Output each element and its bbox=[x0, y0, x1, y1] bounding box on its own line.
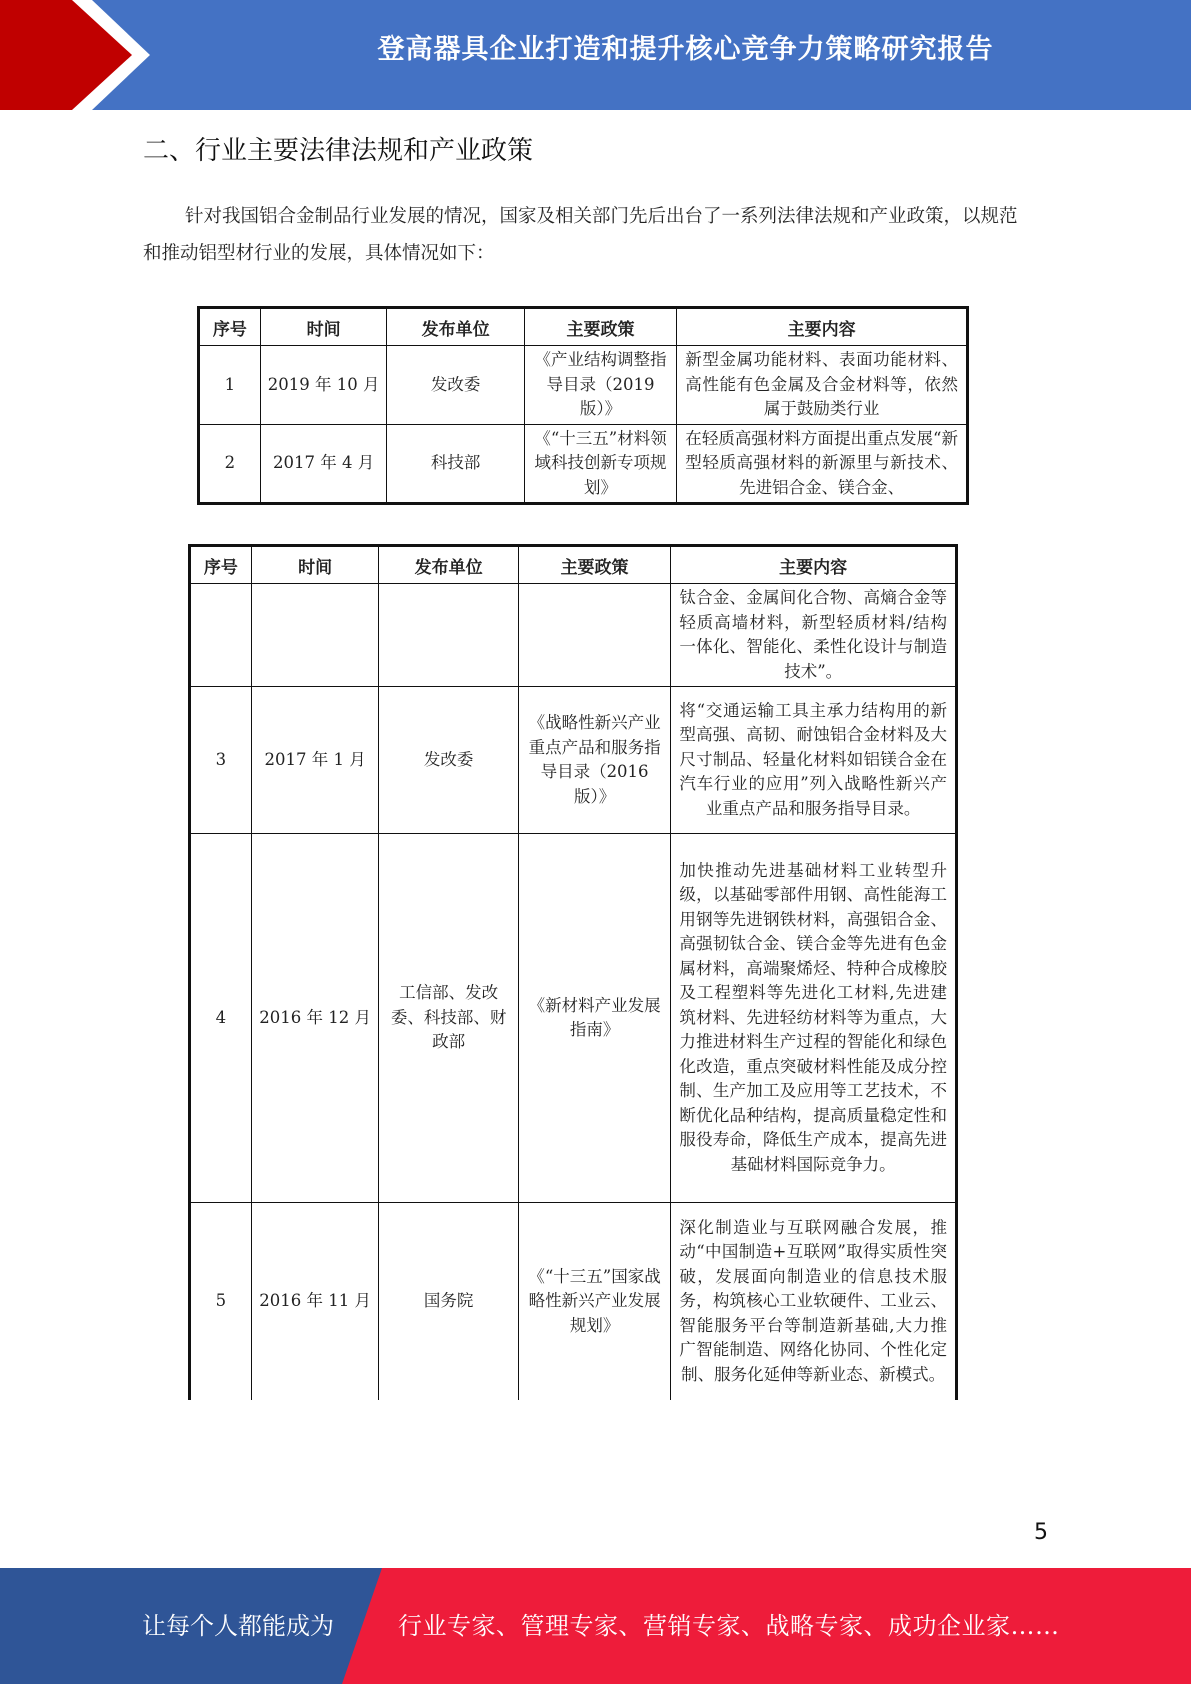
intro-paragraph: 针对我国铝合金制品行业发展的情况，国家及相关部门先后出台了一系列法律法规和产业政策，以规范和推动铝型材行业的发展，具体情况如下： bbox=[143, 206, 1018, 264]
cell-no: 4 bbox=[190, 834, 252, 1203]
table-row bbox=[199, 346, 968, 425]
header-org: 发布单位 bbox=[387, 308, 524, 346]
cell-content: 新型金属功能材料、表面功能材料、高性能有色金属及合金材料等，依然属于鼓励类行业 bbox=[677, 346, 968, 425]
header-content: 主要内容 bbox=[677, 308, 968, 346]
table-row bbox=[190, 584, 957, 687]
cell-org: 工信部、发改委、科技部、财政部 bbox=[379, 834, 518, 1203]
cell-content: 加快推动先进基础材料工业转型升级，以基础零部件用钢、高性能海工用钢等先进钢铁材料，高强铝合金、高强韧钛合金、镁合金等先进有色金属材料，高端聚烯烃、特种合成橡胶及工程塑料等先进化工材料,先进建筑材料、先进轻纺材料等为重点，大力推进材料生产过程的智能化和绿色化改造，重点突破材料性能及成分控制、生产加工及应用等工艺技术，不断优化品种结构，提高质量稳定性和服役寿命，降低生产成本，提高先进基础材料国际竞争力。 bbox=[671, 834, 957, 1203]
cell-org: 发改委 bbox=[379, 687, 518, 834]
policy-table-2 bbox=[188, 544, 958, 1400]
cell-date bbox=[251, 584, 379, 687]
cell-date: 2019 年 10 月 bbox=[260, 346, 387, 425]
cell-policy: 《战略性新兴产业重点产品和服务指导目录（2016 版）》 bbox=[518, 687, 671, 834]
cell-org: 发改委 bbox=[387, 346, 524, 425]
cell-policy: 《“十三五”材料领域科技创新专项规划》 bbox=[524, 424, 677, 504]
footer-slogan-left: 让每个人都能成为 bbox=[142, 1612, 334, 1640]
report-title: 登高器具企业打造和提升核心竞争力策略研究报告 bbox=[377, 34, 994, 65]
table-header-row bbox=[190, 546, 957, 584]
cell-date: 2016 年 12 月 bbox=[251, 834, 379, 1203]
cell-content: 在轻质高强材料方面提出重点发展“新型轻质高强材料的新源里与新技术、先进铝合金、镁合金、 bbox=[677, 424, 968, 504]
header-content: 主要内容 bbox=[671, 546, 957, 584]
cell-content: 深化制造业与互联网融合发展，推动“中国制造+互联网”取得实质性突破，发展面向制造业的信息技术服务，构筑核心工业软硬件、工业云、智能服务平台等制造新基础,大力推广智能制造、网络化协同、个性化定制、服务化延伸等新业态、新模式。 bbox=[671, 1203, 957, 1400]
footer-slogan-right: 行业专家、管理专家、营销专家、战略专家、成功企业家…… bbox=[398, 1612, 1060, 1640]
cell-org bbox=[379, 584, 518, 687]
header-date: 时间 bbox=[251, 546, 379, 584]
table-row bbox=[190, 1203, 957, 1400]
cell-no: 1 bbox=[199, 346, 261, 425]
cell-policy: 《“十三五”国家战略性新兴产业发展规划》 bbox=[518, 1203, 671, 1400]
table-row bbox=[199, 424, 968, 504]
cell-no: 5 bbox=[190, 1203, 252, 1400]
page-number: 5 bbox=[1034, 1520, 1048, 1545]
header-no: 序号 bbox=[190, 546, 252, 584]
header-policy: 主要政策 bbox=[518, 546, 671, 584]
cell-policy: 《新材料产业发展指南》 bbox=[518, 834, 671, 1203]
cell-date: 2017 年 1 月 bbox=[251, 687, 379, 834]
page-footer bbox=[0, 1568, 1191, 1684]
policy-table-1 bbox=[197, 306, 969, 505]
table-row bbox=[190, 687, 957, 834]
cell-date: 2017 年 4 月 bbox=[260, 424, 387, 504]
cell-no bbox=[190, 584, 252, 687]
cell-policy bbox=[518, 584, 671, 687]
page-header bbox=[0, 0, 1191, 110]
header-org: 发布单位 bbox=[379, 546, 518, 584]
section-title: 二、行业主要法律法规和产业政策 bbox=[143, 136, 534, 166]
cell-org: 科技部 bbox=[387, 424, 524, 504]
header-policy: 主要政策 bbox=[524, 308, 677, 346]
chevron-arrow-logo bbox=[0, 0, 160, 110]
cell-policy: 《产业结构调整指导目录（2019版）》 bbox=[524, 346, 677, 425]
table-row bbox=[190, 834, 957, 1203]
cell-content: 钛合金、金属间化合物、高熵合金等轻质高墙材料，新型轻质材料/结构一体化、智能化、柔性化设计与制造技术”。 bbox=[671, 584, 957, 687]
cell-no: 3 bbox=[190, 687, 252, 834]
cell-org: 国务院 bbox=[379, 1203, 518, 1400]
header-date: 时间 bbox=[260, 308, 387, 346]
cell-date: 2016 年 11 月 bbox=[251, 1203, 379, 1400]
header-no: 序号 bbox=[199, 308, 261, 346]
table-header-row bbox=[199, 308, 968, 346]
cell-content: 将“交通运输工具主承力结构用的新型高强、高韧、耐蚀铝合金材料及大尺寸制品、轻量化材料如铝镁合金在汽车行业的应用”列入战略性新兴产业重点产品和服务指导目录。 bbox=[671, 687, 957, 834]
cell-no: 2 bbox=[199, 424, 261, 504]
